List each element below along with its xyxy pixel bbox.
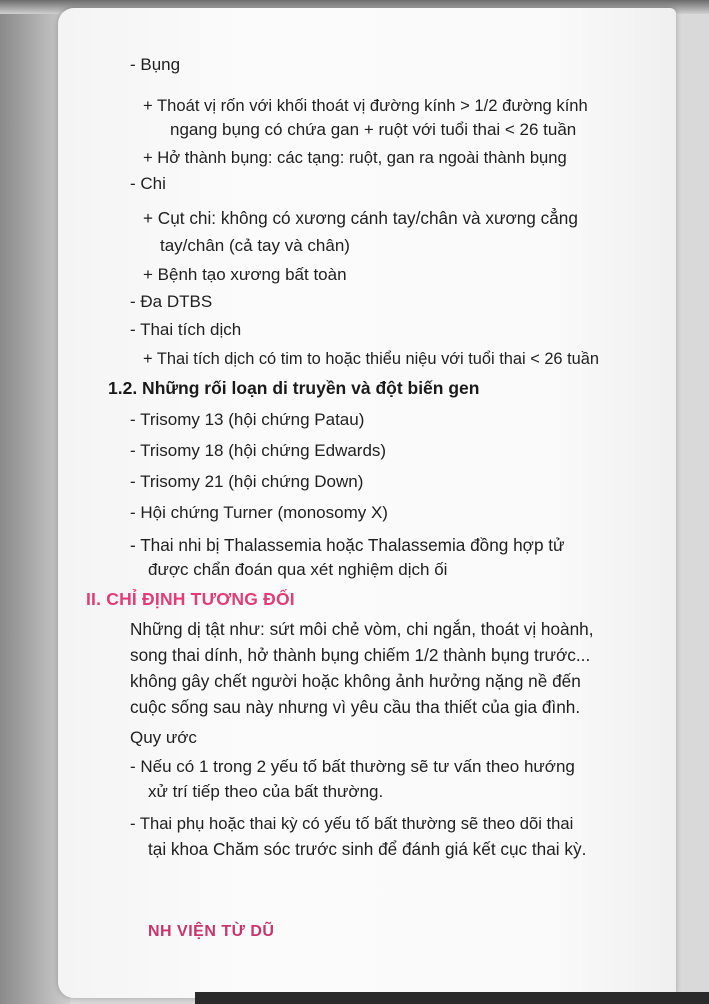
section-heading: 1.2. Những rối loạn di truyền và đột biến gen <box>108 378 480 398</box>
text-line: + Bệnh tạo xương bất toàn <box>143 265 347 284</box>
text-line: + Hở thành bụng: các tạng: ruột, gan ra ngoài thành bụng <box>143 148 567 167</box>
text-line: + Thoát vị rốn với khối thoát vị đường kính > 1/2 đường kính <box>143 96 588 115</box>
text-line: - Hội chứng Turner (monosomy X) <box>130 503 388 522</box>
text-line: + Thai tích dịch có tim to hoặc thiểu niệu với tuổi thai < 26 tuần <box>143 350 600 368</box>
text-line: song thai dính, hở thành bụng chiếm 1/2 thành bụng trước... <box>130 645 591 665</box>
bottom-shadow <box>195 992 709 1004</box>
footer-text: NH VIỆN TỪ DŨ <box>148 923 275 940</box>
text-line: - Chi <box>130 174 166 193</box>
text-line: - Trisomy 21 (hội chứng Down) <box>130 472 364 491</box>
text-line: xử trí tiếp theo của bất thường. <box>148 782 384 801</box>
section-heading-pink: II. CHỈ ĐỊNH TƯƠNG ĐỐI <box>86 589 295 609</box>
text-line: tại khoa Chăm sóc trước sinh để đánh giá kết cục thai kỳ. <box>148 839 587 859</box>
text-line: được chẩn đoán qua xét nghiệm dịch ối <box>148 560 448 579</box>
text-line: không gây chết người hoặc không ảnh hưởng nặng nề đến <box>130 671 581 691</box>
text-line: - Nếu có 1 trong 2 yếu tố bất thường sẽ tư vấn theo hướng <box>130 757 575 776</box>
text-line: - Thai nhi bị Thalassemia hoặc Thalassemia đồng hợp tử <box>130 535 565 555</box>
text-line: ngang bụng có chứa gan + ruột với tuổi thai < 26 tuần <box>170 120 577 139</box>
text-line: Những dị tật như: sứt môi chẻ vòm, chi ngắn, thoát vị hoành, <box>130 619 594 639</box>
text-line: - Bụng <box>130 55 181 74</box>
text-line: - Thai phụ hoặc thai kỳ có yếu tố bất thường sẽ theo dõi thai <box>130 814 574 833</box>
text-line: + Cụt chi: không có xương cánh tay/chân và xương cẳng <box>143 208 578 228</box>
text-line: - Thai tích dịch <box>130 320 242 339</box>
text-line: - Đa DTBS <box>130 292 213 311</box>
text-line: tay/chân (cả tay và chân) <box>160 236 350 255</box>
text-line: cuộc sống sau này nhưng vì yêu cầu tha thiết của gia đình. <box>130 697 581 717</box>
text-line: - Trisomy 13 (hội chứng Patau) <box>130 410 365 429</box>
text-line: - Trisomy 18 (hội chứng Edwards) <box>130 441 387 460</box>
text-line: Quy ước <box>130 728 197 747</box>
